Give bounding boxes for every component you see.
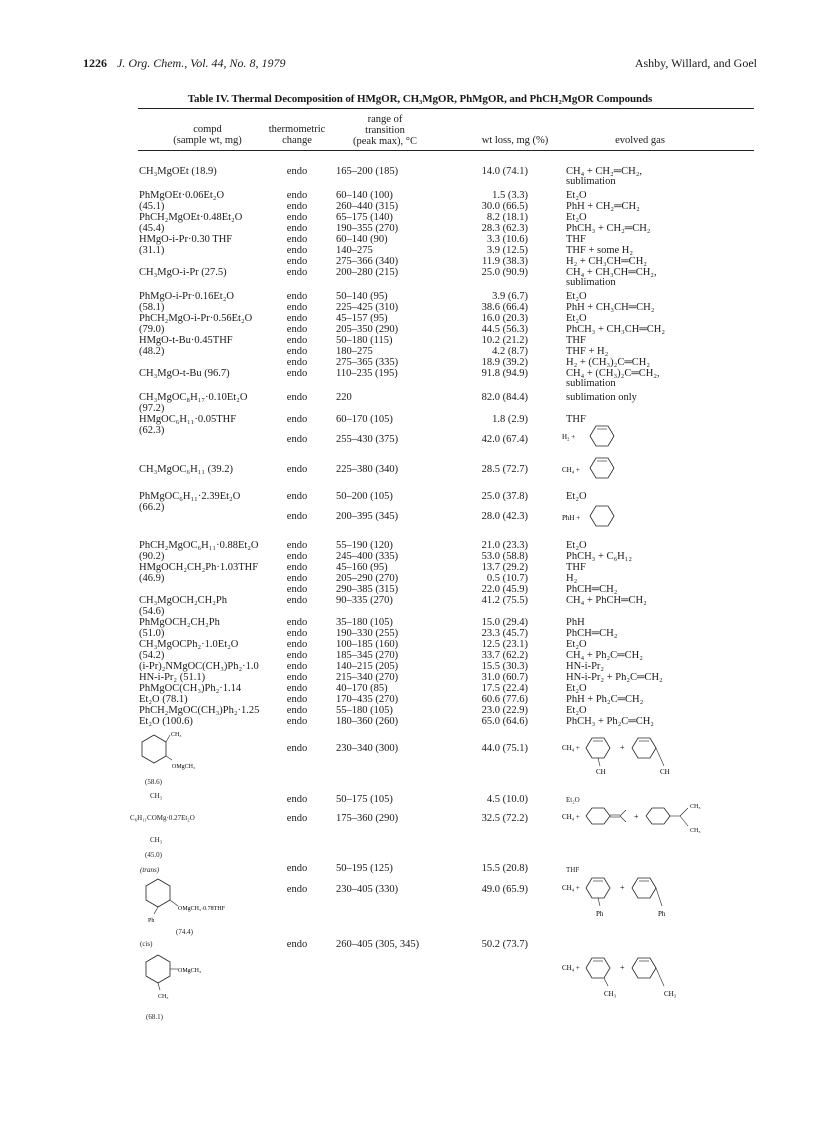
compd-cell: HN-i-Pr₂ (51.1): [139, 672, 206, 683]
change-cell: endo: [286, 743, 308, 754]
loss-cell: 3.3 (10.6): [486, 234, 528, 245]
range-cell: 60–140 (100): [336, 190, 393, 201]
change-cell: endo: [286, 313, 308, 324]
loss-cell: 25.0 (90.9): [481, 267, 528, 278]
gas-cell: Et₂O: [566, 639, 587, 650]
change-cell: endo: [286, 939, 308, 950]
compd-3-wt: (74.4): [176, 928, 193, 936]
compd-cell: (54.2): [139, 650, 165, 661]
change-cell: endo: [286, 223, 308, 234]
loss-cell: 44.0 (75.1): [481, 743, 528, 754]
gas-cell: sublimation only: [566, 392, 637, 403]
compd-cell: (48.2): [139, 346, 165, 357]
gas-cell: Et₂O: [566, 683, 587, 694]
svg-text:CH₃: CH₃: [604, 990, 617, 998]
range-cell: 260–440 (315): [336, 201, 399, 212]
compd-cell: PhCH₂MgO-i-Pr·0.56Et₂O: [139, 313, 253, 324]
compd-struct-3: [140, 876, 280, 926]
gas-cell: CH₄ + CH₃CH═CH₂,: [566, 267, 657, 278]
gas-cell: PhH + CH₂═CH₂: [566, 201, 640, 212]
loss-cell: 49.0 (65.9): [481, 884, 528, 895]
svg-text:CH₃: CH₃: [690, 804, 701, 810]
loss-cell: 4.5 (10.0): [486, 794, 528, 805]
gas-cell: H₂ + CH₃CH═CH₂: [566, 256, 647, 267]
compd-3-trans: (trans): [140, 866, 160, 874]
range-cell: 140–215 (205): [336, 661, 399, 672]
range-cell: 180–275: [336, 346, 373, 357]
compd-4-wt: (68.1): [146, 1013, 163, 1021]
change-cell: endo: [286, 368, 308, 379]
range-cell: 35–180 (105): [336, 617, 393, 628]
range-cell: 200–395 (345): [336, 511, 399, 522]
loss-cell: 1.5 (3.3): [492, 190, 528, 201]
loss-cell: 28.5 (72.7): [481, 464, 528, 475]
gas-cell: THF + some H₂: [566, 245, 634, 256]
change-cell: endo: [286, 302, 308, 313]
loss-cell: 28.0 (42.3): [481, 511, 528, 522]
gas-cell: THF: [566, 414, 586, 425]
gas-struct-2: [560, 802, 720, 842]
gas-cell: PhH + Ph₂C═CH₂: [566, 694, 644, 705]
compd-cell: CH₃MgOEt (18.9): [139, 166, 217, 177]
compd-cell: HMgOCH₂CH₂Ph·1.03THF: [139, 562, 259, 573]
change-cell: endo: [286, 324, 308, 335]
svg-text:CH₄ +: CH₄ +: [562, 884, 580, 892]
gas-cell: sublimation: [566, 277, 616, 288]
change-cell: endo: [286, 628, 308, 639]
compd-cell: (62.3): [139, 425, 165, 436]
range-cell: 55–180 (105): [336, 705, 393, 716]
loss-cell: 42.0 (67.4): [481, 434, 528, 445]
range-cell: 110–235 (195): [336, 368, 398, 379]
change-cell: endo: [286, 346, 308, 357]
h2-plus-label: H₂ +: [562, 433, 576, 441]
gas-cell: HN-i-Pr₂ + Ph₂C═CH₂: [566, 672, 663, 683]
range-cell: 220: [336, 392, 352, 403]
svg-text:+: +: [634, 812, 639, 821]
gas-cell: sublimation: [566, 378, 616, 389]
range-cell: 50–200 (105): [336, 491, 393, 502]
compd-cell: CH₃MgOC₈H₁₇·0.10Et₂O: [139, 392, 248, 403]
col-head-loss: wt loss, mg (%): [481, 135, 549, 146]
change-cell: endo: [286, 573, 308, 584]
change-cell: endo: [286, 694, 308, 705]
change-cell: endo: [286, 650, 308, 661]
svg-text:+: +: [620, 743, 625, 752]
change-cell: endo: [286, 813, 308, 824]
author-line: Ashby, Willard, and Goel: [634, 56, 757, 70]
compd-cell: PhMgOCH₂CH₂Ph: [139, 617, 220, 628]
change-cell: endo: [286, 794, 308, 805]
change-cell: endo: [286, 190, 308, 201]
gas-cell: Et₂O: [566, 540, 587, 551]
gas-cell: Et₂O: [566, 212, 587, 223]
change-cell: endo: [286, 234, 308, 245]
svg-text:OMgCH₃: OMgCH₃: [178, 968, 202, 974]
gas-cell: HN-i-Pr₂: [566, 661, 605, 672]
range-cell: 190–330 (255): [336, 628, 399, 639]
gas-cell: H₂: [566, 573, 578, 584]
gas-cell: CH₄ + PhCH═CH₂: [566, 595, 647, 606]
compd-struct-1: [136, 728, 316, 773]
range-cell: 50–180 (115): [336, 335, 393, 346]
loss-cell: 18.9 (39.2): [481, 357, 528, 368]
range-cell: 225–425 (310): [336, 302, 399, 313]
range-cell: 50–195 (125): [336, 863, 393, 874]
range-cell: 290–385 (315): [336, 584, 399, 595]
compd-3-gas1: THF: [566, 866, 580, 874]
compd-2-ch3-bot: CH₃: [150, 836, 163, 844]
compd-cell: PhMgO-i-Pr·0.16Et₂O: [139, 291, 234, 302]
change-cell: endo: [286, 716, 308, 727]
change-cell: endo: [286, 392, 308, 403]
compd-cell: PhMgOEt·0.06Et₂O: [139, 190, 225, 201]
header-rule: [138, 150, 754, 151]
loss-cell: 17.5 (22.4): [481, 683, 528, 694]
compd-cell: CH₃MgO-t-Bu (96.7): [139, 368, 230, 379]
loss-cell: 28.3 (62.3): [481, 223, 528, 234]
compd-cell: HMgO-i-Pr·0.30 THF: [139, 234, 233, 245]
gas-cell: Et₂O: [566, 491, 587, 502]
compd-2-wt: (45.0): [145, 851, 162, 859]
range-cell: 245–400 (335): [336, 551, 399, 562]
change-cell: endo: [286, 357, 308, 368]
svg-text:CH₃: CH₃: [171, 732, 182, 738]
gas-cell: H₂ + (CH₃)₂C═CH₂: [566, 357, 651, 368]
range-cell: 90–335 (270): [336, 595, 393, 606]
loss-cell: 1.8 (2.9): [492, 414, 528, 425]
gas-cell: Et₂O: [566, 291, 587, 302]
change-cell: endo: [286, 201, 308, 212]
col-head-range: range of transition (peak max), °C: [353, 114, 417, 147]
loss-cell: 14.0 (74.1): [481, 166, 528, 177]
range-cell: 225–380 (340): [336, 464, 399, 475]
gas-cell: THF: [566, 562, 586, 573]
change-cell: endo: [286, 551, 308, 562]
range-cell: 275–366 (340): [336, 256, 399, 267]
range-cell: 45–157 (95): [336, 313, 388, 324]
gas-cell: PhCH₃ + Ph₂C═CH₂: [566, 716, 654, 727]
compd-cell: (i-Pr)₂NMgOC(CH₃)Ph₂·1.0: [139, 661, 259, 672]
change-cell: endo: [286, 511, 308, 522]
compd-cell: (66.2): [139, 502, 165, 513]
compd-cell: (97.2): [139, 403, 165, 414]
svg-text:CH₄ +: CH₄ +: [562, 964, 580, 972]
running-header: [83, 56, 757, 72]
svg-text:OMgCH₃: OMgCH₃: [172, 764, 196, 770]
range-cell: 215–340 (270): [336, 672, 399, 683]
svg-text:CH₄ +: CH₄ +: [562, 813, 580, 821]
range-cell: 55–190 (120): [336, 540, 393, 551]
svg-text:CH₄ +: CH₄ +: [562, 744, 580, 752]
range-cell: 230–405 (330): [336, 884, 399, 895]
gas-cell: CH₄ + Ph₂C═CH₂: [566, 650, 643, 661]
compd-cell: (46.9): [139, 573, 165, 584]
change-cell: endo: [286, 245, 308, 256]
range-cell: 140–275: [336, 245, 373, 256]
change-cell: endo: [286, 166, 308, 177]
change-cell: endo: [286, 464, 308, 475]
gas-cell: THF: [566, 335, 586, 346]
gas-struct-1: [560, 728, 700, 780]
loss-cell: 15.5 (30.3): [481, 661, 528, 672]
change-cell: endo: [286, 540, 308, 551]
compd-cell: PhMgOC(CH₃)Ph₂·1.14: [139, 683, 242, 694]
compd-cell: (51.0): [139, 628, 165, 639]
change-cell: endo: [286, 434, 308, 445]
range-cell: 180–360 (260): [336, 716, 399, 727]
loss-cell: 22.0 (45.9): [481, 584, 528, 595]
loss-cell: 3.9 (12.5): [486, 245, 528, 256]
gas-cell: Et₂O: [566, 190, 587, 201]
gas-cell: PhH + CH₃CH═CH₂: [566, 302, 655, 313]
svg-text:CH₃: CH₃: [158, 994, 169, 1000]
gas-cell: sublimation: [566, 176, 616, 187]
range-cell: 60–140 (90): [336, 234, 388, 245]
loss-cell: 23.3 (45.7): [481, 628, 528, 639]
svg-text:Ph: Ph: [148, 918, 155, 924]
svg-text:PhH +: PhH +: [562, 514, 581, 522]
gas-cell: Et₂O: [566, 705, 587, 716]
range-cell: 205–350 (290): [336, 324, 399, 335]
change-cell: endo: [286, 491, 308, 502]
loss-cell: 3.9 (6.7): [492, 291, 528, 302]
gas-struct-4: [560, 952, 700, 1006]
gas-cell: PhH: [566, 617, 585, 628]
range-cell: 170–435 (270): [336, 694, 399, 705]
range-cell: 60–170 (105): [336, 414, 393, 425]
compd-cell: Et₂O (100.6): [139, 716, 193, 727]
gas-cell: THF + H₂: [566, 346, 609, 357]
compd-cell: HMgO-t-Bu·0.45THF: [139, 335, 233, 346]
compd-cell: CH₃MgOC₆H₁₁ (39.2): [139, 464, 233, 475]
gas-cell: THF: [566, 234, 586, 245]
change-cell: endo: [286, 884, 308, 895]
change-cell: endo: [286, 672, 308, 683]
svg-text:+: +: [620, 883, 625, 892]
compd-cell: CH₃MgO-i-Pr (27.5): [139, 267, 227, 278]
compd-struct-4: [140, 952, 260, 1000]
change-cell: endo: [286, 267, 308, 278]
loss-cell: 12.5 (23.1): [481, 639, 528, 650]
compd-cell: (45.4): [139, 223, 165, 234]
loss-cell: 50.2 (73.7): [481, 939, 528, 950]
loss-cell: 4.2 (8.7): [492, 346, 528, 357]
range-cell: 190–355 (270): [336, 223, 399, 234]
loss-cell: 15.0 (29.4): [481, 617, 528, 628]
change-cell: endo: [286, 291, 308, 302]
change-cell: endo: [286, 705, 308, 716]
change-cell: endo: [286, 256, 308, 267]
loss-cell: 82.0 (84.4): [481, 392, 528, 403]
compd-wt-1: (58.6): [145, 778, 162, 786]
change-cell: endo: [286, 639, 308, 650]
compd-cell: Et₂O (78.1): [139, 694, 188, 705]
svg-text:CH: CH: [596, 768, 606, 776]
svg-text:CH₃: CH₃: [690, 828, 701, 834]
change-cell: endo: [286, 863, 308, 874]
range-cell: 165–200 (185): [336, 166, 399, 177]
loss-cell: 91.8 (94.9): [481, 368, 528, 379]
col-head-compd: compd (sample wt, mg): [173, 124, 242, 146]
svg-text:+: +: [620, 963, 625, 972]
gas-structures-upper: [560, 420, 680, 620]
change-cell: endo: [286, 584, 308, 595]
change-cell: endo: [286, 414, 308, 425]
change-cell: endo: [286, 617, 308, 628]
compd-cell: CH₃MgOCH₂CH₂Ph: [139, 595, 227, 606]
change-cell: endo: [286, 335, 308, 346]
range-cell: 275–365 (335): [336, 357, 399, 368]
loss-cell: 15.5 (20.8): [481, 863, 528, 874]
loss-cell: 32.5 (72.2): [481, 813, 528, 824]
loss-cell: 65.0 (64.6): [481, 716, 528, 727]
range-cell: 50–140 (95): [336, 291, 388, 302]
svg-text:Ph: Ph: [596, 910, 604, 918]
svg-text:CH₃: CH₃: [664, 990, 677, 998]
change-cell: endo: [286, 562, 308, 573]
loss-cell: 21.0 (23.3): [481, 540, 528, 551]
col-head-change: thermometric change: [268, 124, 326, 146]
gas-cell: PhCH₃ + C₆H₁₂: [566, 551, 633, 562]
change-cell: endo: [286, 212, 308, 223]
top-rule: [138, 108, 754, 109]
range-cell: 175–360 (290): [336, 813, 399, 824]
compd-2-formula: C₆H₁₁COMg·0.27Et₂O: [130, 814, 195, 822]
loss-cell: 16.0 (20.3): [481, 313, 528, 324]
range-cell: 40–170 (85): [336, 683, 388, 694]
journal-citation: J. Org. Chem., Vol. 44, No. 8, 1979: [117, 56, 286, 70]
loss-cell: 10.2 (21.2): [481, 335, 528, 346]
compd-cell: (79.0): [139, 324, 165, 335]
compd-cell: (54.6): [139, 606, 165, 617]
range-cell: 230–340 (300): [336, 743, 399, 754]
gas-cell: Et₂O: [566, 313, 587, 324]
gas-cell: PhCH═CH₂: [566, 584, 618, 595]
loss-cell: 13.7 (29.2): [481, 562, 528, 573]
compd-cell: CH₃MgOCPh₂·1.0Et₂O: [139, 639, 239, 650]
range-cell: 100–185 (160): [336, 639, 399, 650]
change-cell: endo: [286, 661, 308, 672]
gas-cell: PhCH═CH₂: [566, 628, 618, 639]
change-cell: endo: [286, 595, 308, 606]
compd-cell: PhCH₂MgOEt·0.48Et₂O: [139, 212, 243, 223]
gas-cell: CH₄ + (CH₃)₂C═CH₂,: [566, 368, 660, 379]
loss-cell: 53.0 (58.8): [481, 551, 528, 562]
loss-cell: 8.2 (18.1): [486, 212, 528, 223]
compd-cell: PhCH₂MgOC(CH₃)Ph₂·1.25: [139, 705, 260, 716]
gas-cell: CH₄ + CH₂═CH₂,: [566, 166, 642, 177]
loss-cell: 41.2 (75.5): [481, 595, 528, 606]
loss-cell: 31.0 (60.7): [481, 672, 528, 683]
gas-cell: PhCH₃ + CH₃CH═CH₂: [566, 324, 666, 335]
svg-text:CH: CH: [660, 768, 670, 776]
loss-cell: 30.0 (66.5): [481, 201, 528, 212]
compd-2-ch3-top: CH₃: [150, 792, 163, 800]
svg-text:Ph: Ph: [658, 910, 666, 918]
compd-cell: HMgOC₆H₁₁·0.05THF: [139, 414, 237, 425]
table-title: Table IV. Thermal Decomposition of HMgOR, CH₃MgOR, PhMgOR, and PhCH₂MgOR Compounds: [187, 93, 653, 105]
cyclohexane-ring: [590, 506, 614, 526]
range-cell: 200–280 (215): [336, 267, 399, 278]
loss-cell: 44.5 (56.3): [481, 324, 528, 335]
page-number: 1226: [83, 56, 107, 70]
range-cell: 45–160 (95): [336, 562, 388, 573]
compd-2-gas1: Et₂O: [566, 796, 580, 804]
range-cell: 255–430 (375): [336, 434, 399, 445]
svg-text:CH₄ +: CH₄ +: [562, 466, 580, 474]
compd-cell: (90.2): [139, 551, 165, 562]
loss-cell: 11.9 (38.3): [482, 256, 528, 267]
loss-cell: 0.5 (10.7): [486, 573, 528, 584]
compd-cell: PhMgOC₆H₁₁·2.39Et₂O: [139, 491, 241, 502]
loss-cell: 25.0 (37.8): [481, 491, 528, 502]
loss-cell: 33.7 (62.2): [481, 650, 528, 661]
loss-cell: 38.6 (66.4): [481, 302, 528, 313]
svg-text:OMgCH₃·0.78THF: OMgCH₃·0.78THF: [178, 906, 225, 912]
range-cell: 50–175 (105): [336, 794, 393, 805]
range-cell: 65–175 (140): [336, 212, 393, 223]
col-head-gas: evolved gas: [615, 135, 665, 146]
compd-cell: (31.1): [139, 245, 165, 256]
range-cell: 185–345 (270): [336, 650, 399, 661]
gas-cell: PhCH₃ + CH₂═CH₂: [566, 223, 651, 234]
compd-cell: (45.1): [139, 201, 165, 212]
change-cell: endo: [286, 683, 308, 694]
gas-struct-3: [560, 874, 700, 926]
compd-cell: (58.1): [139, 302, 165, 313]
loss-cell: 60.6 (77.6): [481, 694, 528, 705]
range-cell: 260–405 (305, 345): [336, 939, 420, 950]
compd-cell: PhCH₂MgOC₆H₁₁·0.88Et₂O: [139, 540, 259, 551]
range-cell: 205–290 (270): [336, 573, 399, 584]
loss-cell: 23.0 (22.9): [481, 705, 528, 716]
compd-4-cis: (cis): [140, 940, 153, 948]
